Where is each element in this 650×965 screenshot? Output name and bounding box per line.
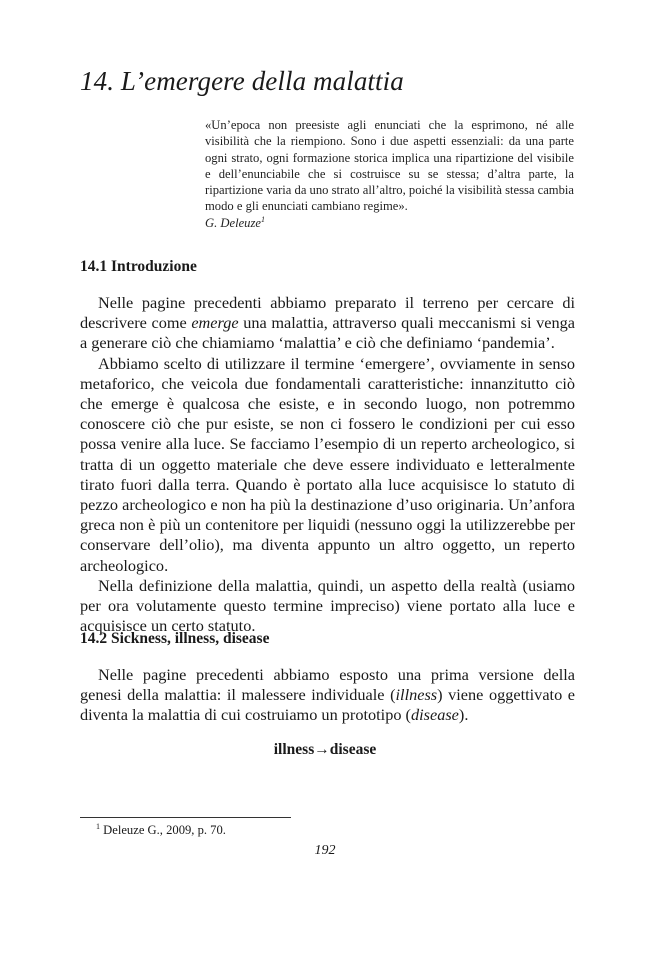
footnote xyxy=(96,823,226,838)
text-run: Nelle pagine precedenti abbiamo preparato il terreno per cercare di descrivere come xyxy=(80,293,575,333)
emphasis: illness xyxy=(395,685,438,705)
paragraph: Abbiamo scelto di utilizzare il termine ‘emergere’, ovviamente in senso metaforico, che veicola due fondamentali caratteristiche: innanzitutto ciò che emerge è qualcosa che esiste, e in secondo luogo, non potremmo conoscere ciò che pur esiste, se non ci fossero le condizioni per cui esso possa venire alla luce. Se facciamo l’esempio di un reperto archeologico, si tratta di un oggetto materiale che deve essere individuato e letteralmente tirato fuori dalla terra. Quando è portato alla luce acquisisce lo statuto di pezzo archeologico e non ha più la destinazione d’uso originaria. Un’anfora greca non è più un contenitore per liquidi (nessuno oggi la utilizzerebbe per conservare dell’olio), ma diventa appunto un altro oggetto, un reperto archeologico. xyxy=(80,353,575,575)
section-body-introduzione xyxy=(80,293,575,636)
emphasis: disease xyxy=(410,705,459,725)
section-heading-sickness-illness-disease: 14.2 Sickness, illness, disease xyxy=(80,630,270,647)
footnote-text: Deleuze G., 2009, p. 70. xyxy=(103,823,226,837)
chapter-title: 14. L’emergere della malattia xyxy=(80,66,404,96)
paragraph xyxy=(80,665,575,726)
text-run: Nelle pagine precedenti abbiamo esposto una prima versione della genesi della malattia: il malessere individuale ( xyxy=(80,665,575,705)
epigraph-author: G. Deleuze xyxy=(205,215,261,230)
text-run: ) viene oggettivato e diventa la malattia di cui costruiamo un prototipo ( xyxy=(80,685,575,725)
section-body-sickness xyxy=(80,665,575,726)
paragraph xyxy=(80,293,575,354)
epigraph xyxy=(205,117,574,231)
epigraph-quote: «Un’epoca non preesiste agli enunciati che la esprimono, né alle visibilità che la riempiono. Sono i due aspetti essenziali: da una parte ogni strato, ogni formazione storica implica una ripartizione del visibile e dell’enunciabile che si costruisce su se stessa; d’altra parte, la ripartizione varia da uno strato all’altro, poiché la visibilità stessa cambia modo e gli enunciati cambiano regime». xyxy=(205,118,574,214)
page-number: 192 xyxy=(314,843,336,858)
footnote-reference: 1 xyxy=(260,214,265,224)
section-heading-introduzione: 14.1 Introduzione xyxy=(80,258,197,275)
text-run: ). xyxy=(458,705,469,725)
paragraph: Nella definizione della malattia, quindi, un aspetto della realtà (usiamo per ora volutamente questo termine impreciso) viene portato alla luce e acquisisce un certo statuto. xyxy=(80,575,575,636)
emphasis: emerge xyxy=(191,313,239,333)
footnote-number: 1 xyxy=(96,821,100,831)
formula-illness-disease: illness→disease xyxy=(273,741,377,758)
text-run: una malattia, attraverso quali meccanismi si venga a generare ciò che chiamiamo ‘malattia’ e ciò che definiamo ‘pandemia’. xyxy=(80,313,575,353)
footnote-separator xyxy=(80,817,291,818)
epigraph-author-line xyxy=(205,215,574,231)
